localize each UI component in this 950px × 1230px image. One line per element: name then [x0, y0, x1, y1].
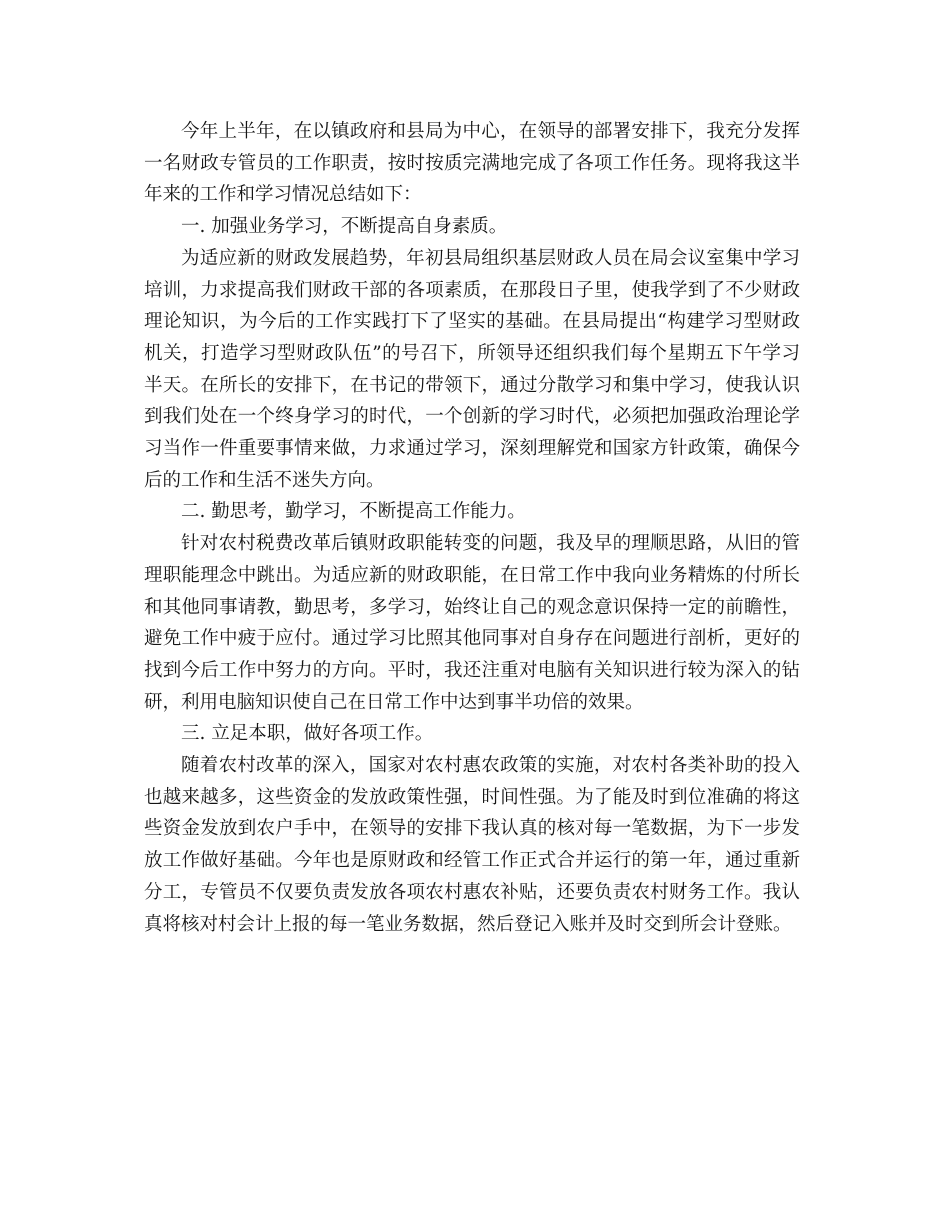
section-paragraph-1: 为适应新的财政发展趋势，年初县局组织基层财政人员在局会议室集中学习培训，力求提高我们财政干部的各项素质，在那段日子里，使我学到了不少财政理论知识，为今后的工作实践打下了坚实的基础。在县局提出“构建学习型财政机关，打造学习型财政队伍”的号召下，所领导还组织我们每个星期五下午学习半天。在所长的安排下，在书记的带领下，通过分散学习和集中学习，使我认识到我们处在一个终身学习的时代，一个创新的学习时代，必须把加强政治理论学习当作一件重要事情来做，力求通过学习，深刻理解党和国家方针政策，确保今后的工作和生活不迷失方向。: [144, 247, 800, 491]
section-heading-3: 三. 立足本职，做好各项工作。: [181, 723, 434, 745]
section-heading-2: 二. 勤思考，勤学习，不断提高工作能力。: [181, 501, 526, 523]
section-heading-1: 一. 加强业务学习，不断提高自身素质。: [181, 216, 508, 238]
document-body: [144, 116, 800, 940]
section-paragraph-3: 随着农村改革的深入，国家对农村惠农政策的实施，对农村各类补助的投入也越来越多，这些资金的发放政策性强，时间性强。为了能及时到位准确的将这些资金发放到农户手中，在领导的安排下我认真的核对每一笔数据，为下一步发放工作做好基础。今年也是原财政和经管工作正式合并运行的第一年，通过重新分工，专管员不仅要负责发放各项农村惠农补贴，还要负责农村财务工作。我认真将核对村会计上报的每一笔业务数据，然后登记入账并及时交到所会计登账。: [144, 755, 800, 935]
section-paragraph-2: 针对农村税费改革后镇财政职能转变的问题，我及早的理顺思路，从旧的管理职能理念中跳出。为适应新的财政职能，在日常工作中我向业务精炼的付所长和其他同事请教，勤思考，多学习，始终让自己的观念意识保持一定的前瞻性，避免工作中疲于应付。通过学习比照其他同事对自身存在问题进行剖析，更好的找到今后工作中努力的方向。平时，我还注重对电脑有关知识进行较为深入的钻研，利用电脑知识使自己在日常工作中达到事半功倍的效果。: [144, 533, 800, 713]
intro-paragraph: 今年上半年，在以镇政府和县局为中心，在领导的部署安排下，我充分发挥一名财政专管员的工作职责，按时按质完满地完成了各项工作任务。现将我这半年来的工作和学习情况总结如下：: [144, 121, 800, 206]
